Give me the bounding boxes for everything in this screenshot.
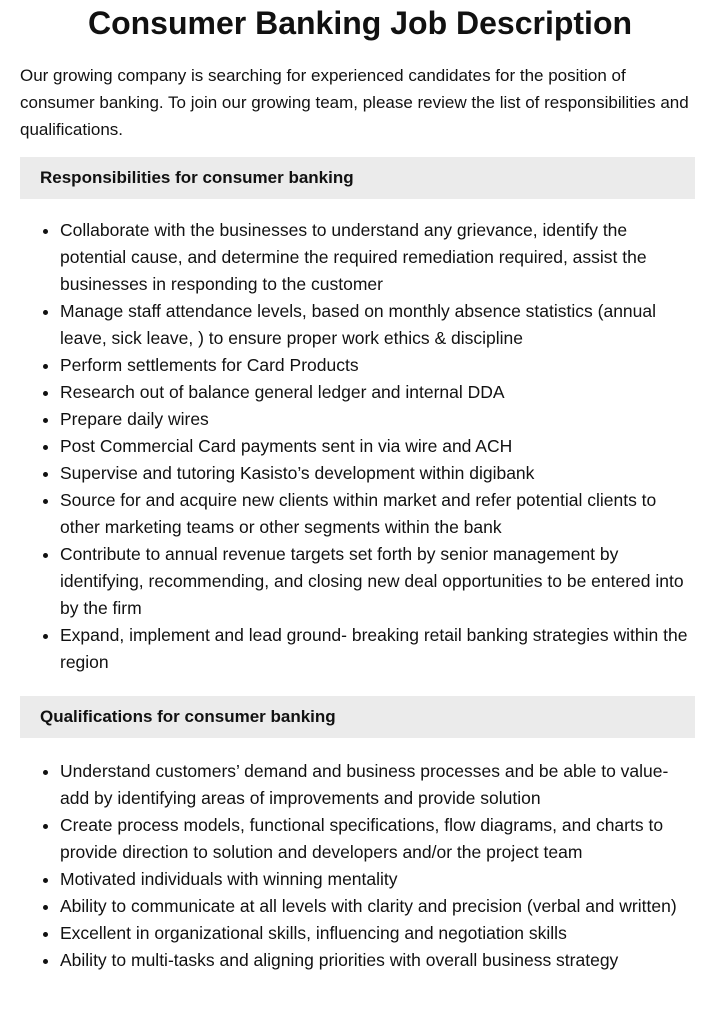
list-item: • Ability to communicate at all levels with clarity and precision (verbal and written): [60, 893, 695, 920]
list-item: • Collaborate with the businesses to understand any grievance, identify the potential cause, and determine the required remediation required, assist the businesses in responding to the customer: [60, 217, 695, 298]
responsibilities-heading: Responsibilities for consumer banking: [20, 157, 695, 199]
list-item: • Create process models, functional specifications, flow diagrams, and charts to provide direction to solution and developers and/or the project team: [60, 812, 695, 866]
list-item: • Prepare daily wires: [60, 406, 695, 433]
list-item: • Perform settlements for Card Products: [60, 352, 695, 379]
list-item: • Ability to multi-tasks and aligning priorities with overall business strategy: [60, 947, 695, 974]
list-item: • Expand, implement and lead ground- breaking retail banking strategies within the region: [60, 622, 695, 676]
list-item: • Source for and acquire new clients within market and refer potential clients to other marketing teams or other segments within the bank: [60, 487, 695, 541]
list-item: • Research out of balance general ledger and internal DDA: [60, 379, 695, 406]
qualifications-list: [20, 758, 695, 974]
responsibilities-list: [20, 217, 695, 676]
list-item: • Motivated individuals with winning mentality: [60, 866, 695, 893]
page-title: Consumer Banking Job Description: [87, 5, 633, 41]
qualifications-heading: Qualifications for consumer banking: [20, 696, 695, 738]
list-item: • Contribute to annual revenue targets set forth by senior management by identifying, recommending, and closing new deal opportunities to be entered into by the firm: [60, 541, 695, 622]
intro-text: Our growing company is searching for experienced candidates for the position of consumer banking. To join our growing team, please review the list of responsibilities and qualifications.: [20, 66, 689, 139]
list-item: • Post Commercial Card payments sent in via wire and ACH: [60, 433, 695, 460]
list-item: • Supervise and tutoring Kasisto’s development within digibank: [60, 460, 695, 487]
list-item: • Manage staff attendance levels, based on monthly absence statistics (annual leave, sick leave, ) to ensure proper work ethics & discipline: [60, 298, 695, 352]
list-item: • Excellent in organizational skills, influencing and negotiation skills: [60, 920, 695, 947]
list-item: • Understand customers’ demand and business processes and be able to value-add by identifying areas of improvements and provide solution: [60, 758, 695, 812]
